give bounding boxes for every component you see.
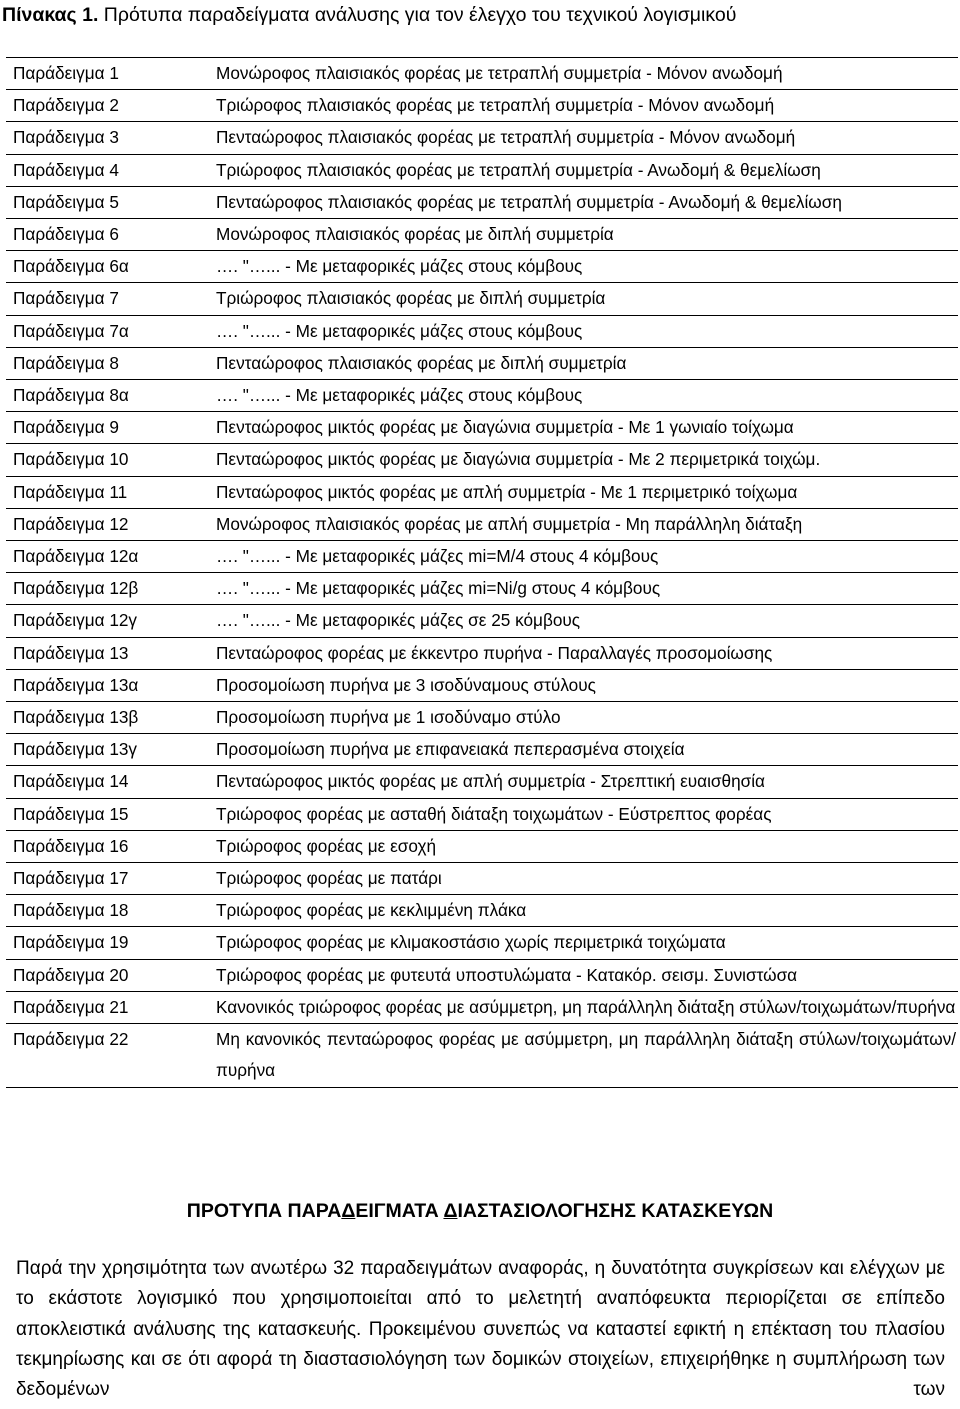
example-number: Παράδειγμα 13 [13, 642, 129, 663]
example-number: Παράδειγμα 1 [13, 63, 119, 83]
example-description: Προσομοίωση πυρήνα με επιφανειακά πεπερασμένα στοιχεία [216, 739, 685, 760]
table-row [6, 155, 958, 187]
example-description: Κανονικός τριώροφος φορέας με ασύμμετρη, μη παράλληλη διάταξη στύλων/τοιχωμάτων/πυρήνα [216, 996, 956, 1017]
table-row [6, 219, 958, 251]
example-description: Πενταώροφος πλαισιακός φορέας με τετραπλή συμμετρία - Ανωδομή & θεμελίωση [216, 191, 842, 212]
example-number: Παράδειγμα 7α [13, 320, 129, 341]
table-row [6, 605, 958, 637]
table-row [6, 927, 958, 959]
example-number: Παράδειγμα 2 [13, 95, 119, 116]
table-row [6, 831, 958, 863]
example-description: Τριώροφος φορέας με φυτευτά υποστυλώματα - Κατακόρ. σεισμ. Συνιστώσα [216, 964, 798, 985]
table-row [6, 316, 958, 348]
example-description: …. "…... - Με μεταφορικές μάζες στους κόμβους [216, 385, 583, 406]
heading-text-2: ΕΙΓΜΑΤΑ [355, 1200, 444, 1222]
example-number: Παράδειγμα 18 [13, 900, 129, 921]
example-number: Παράδειγμα 20 [13, 964, 129, 985]
example-description: Μονώροφος πλαισιακός φορέας με τετραπλή συμμετρία - Μόνον ανωδομή [216, 63, 783, 83]
example-number: Παράδειγμα 9 [13, 417, 119, 438]
heading-text-3: ΙΑΣΤΑΣΙΟΛΟΓΗΣΗΣ ΚΑΤΑΣΚΕΥΩΝ [457, 1200, 774, 1222]
table-row [6, 638, 958, 670]
table-row [6, 863, 958, 895]
example-number: Παράδειγμα 13β [13, 707, 139, 728]
example-description: Μονώροφος πλαισιακός φορέας με απλή συμμετρία - Μη παράλληλη διάταξη [216, 513, 803, 534]
example-number: Παράδειγμα 12α [13, 546, 139, 567]
example-description: Τριώροφος φορέας με ασταθή διάταξη τοιχωμάτων - Εύστρεπτος φορέας [216, 803, 772, 824]
heading-text-1: ΠΡΟΤΥΠΑ ΠΑΡΑ [186, 1200, 342, 1222]
example-description: Προσομοίωση πυρήνα με 1 ισοδύναμο στύλο [216, 707, 561, 728]
table-row [6, 670, 958, 702]
example-number: Παράδειγμα 22 [13, 1029, 129, 1050]
example-number: Παράδειγμα 5 [13, 191, 119, 212]
example-number: Παράδειγμα 7 [13, 288, 119, 309]
example-number: Παράδειγμα 12 [13, 513, 129, 534]
table-row [6, 477, 958, 509]
table-row [6, 187, 958, 219]
example-number: Παράδειγμα 13α [13, 674, 139, 695]
example-number: Παράδειγμα 15 [13, 803, 129, 824]
table-row [6, 766, 958, 798]
table-row [6, 348, 958, 380]
table-row [6, 573, 958, 605]
caption-text: Πρότυπα παραδείγματα ανάλυσης για τον έλεγχο του τεχνικού λογισμικού [103, 4, 737, 26]
example-description: Τριώροφος πλαισιακός φορέας με τετραπλή συμμετρία - Ανωδομή & θεμελίωση [216, 159, 821, 180]
example-number: Παράδειγμα 6 [13, 224, 119, 245]
table-row [6, 992, 958, 1024]
example-description: Τριώροφος φορέας με εσοχή [216, 835, 437, 856]
example-description: …. "…... - Με μεταφορικές μάζες mi=M/4 στους 4 κόμβους [216, 546, 659, 567]
examples-table [6, 57, 958, 1088]
example-number: Παράδειγμα 3 [13, 127, 119, 148]
table-row [6, 960, 958, 992]
table-row [6, 380, 958, 412]
table-row [6, 444, 958, 476]
example-number: Παράδειγμα 12γ [13, 610, 138, 631]
table-row [6, 509, 958, 541]
table-row [6, 251, 958, 283]
table-row [6, 734, 958, 766]
example-description: Πενταώροφος πλαισιακός φορέας με διπλή συμμετρία [216, 352, 627, 373]
example-number: Παράδειγμα 11 [13, 481, 128, 502]
example-description: Μη κανονικός πενταώροφος φορέας με ασύμμετρη, μη παράλληλη διάταξη στύλων/τοιχωμάτων/πυρήνα [216, 1029, 956, 1081]
table-row [6, 412, 958, 444]
example-description: Τριώροφος φορέας με πατάρι [216, 868, 442, 889]
table-caption [2, 2, 736, 28]
example-description: …. "…... - Με μεταφορικές μάζες στους κόμβους [216, 320, 583, 341]
example-description: Πενταώροφος μικτός φορέας με διαγώνια συμμετρία - Με 1 γωνιαίο τοίχωμα [216, 417, 794, 438]
example-description: Τριώροφος πλαισιακός φορέας με τετραπλή συμμετρία - Μόνον ανωδομή [216, 95, 775, 116]
example-number: Παράδειγμα 8α [13, 385, 129, 406]
example-number: Παράδειγμα 10 [13, 449, 129, 470]
table-row [6, 90, 958, 122]
example-number: Παράδειγμα 6α [13, 256, 129, 277]
example-number: Παράδειγμα 16 [13, 835, 129, 856]
table-row [6, 799, 958, 831]
example-description: …. "…... - Με μεταφορικές μάζες σε 25 κόμβους [216, 610, 581, 631]
example-description: Τριώροφος πλαισιακός φορέας με διπλή συμμετρία [216, 288, 606, 309]
table-row [6, 57, 958, 90]
heading-underlined-2: Δ [443, 1200, 458, 1222]
example-number: Παράδειγμα 19 [13, 932, 129, 953]
example-description: Μονώροφος πλαισιακός φορέας με διπλή συμμετρία [216, 224, 614, 245]
example-number: Παράδειγμα 14 [13, 771, 129, 792]
table-row [6, 541, 958, 573]
table-row [6, 1024, 958, 1087]
example-description: Πενταώροφος φορέας με έκκεντρο πυρήνα - Παραλλαγές προσομοίωσης [216, 642, 773, 663]
example-description: Προσομοίωση πυρήνα με 3 ισοδύναμους στύλους [216, 674, 596, 695]
example-description: Τριώροφος φορέας με κεκλιμμένη πλάκα [216, 900, 527, 921]
body-paragraph: Παρά την χρησιμότητα των ανωτέρω 32 παραδειγμάτων αναφοράς, η δυνατότητα συγκρίσεων και ελέγχων με το εκάστοτε λογισμικό που χρησιμοποιείται από το μελετητή αναπόφευκτα περιορίζεται σε επίπεδο αποκλειστικά ανάλυσης της κατασκευής. Προκειμένου συνεπώς να καταστεί εφικτή η επέκταση του πλασίου τεκμηρίωσης και σε ότι αφορά τη διαστασιολόγηση των δομικών στοιχείων, επιχειρήθηκε η συμπλήρωση των δεδομένων των [16, 1258, 945, 1401]
section-heading [0, 1196, 960, 1226]
table-row [6, 895, 958, 927]
table-row [6, 122, 958, 154]
example-description: …. "…... - Με μεταφορικές μάζες στους κόμβους [216, 256, 583, 277]
table-row [6, 283, 958, 315]
example-description: Πενταώροφος μικτός φορέας με διαγώνια συμμετρία - Με 2 περιμετρικά τοιχώμ. [216, 449, 821, 470]
example-description: Πενταώροφος πλαισιακός φορέας με τετραπλή συμμετρία - Μόνον ανωδομή [216, 127, 796, 148]
example-description: Πενταώροφος μικτός φορέας με απλή συμμετρία - Με 1 περιμετρικό τοίχωμα [216, 481, 798, 502]
example-number: Παράδειγμα 4 [13, 159, 119, 180]
table-row [6, 702, 958, 734]
heading-underlined-1: Δ [341, 1200, 356, 1222]
example-description: …. "…... - Με μεταφορικές μάζες mi=Ni/g στους 4 κόμβους [216, 578, 661, 599]
example-number: Παράδειγμα 17 [13, 868, 129, 889]
example-description: Πενταώροφος μικτός φορέας με απλή συμμετρία - Στρεπτική ευαισθησία [216, 771, 765, 792]
caption-label: Πίνακας 1. [2, 4, 99, 26]
example-number: Παράδειγμα 13γ [13, 739, 138, 760]
example-number: Παράδειγμα 8 [13, 352, 119, 373]
example-description: Τριώροφος φορέας με κλιμακοστάσιο χωρίς περιμετρικά τοιχώματα [216, 932, 726, 953]
example-number: Παράδειγμα 12β [13, 578, 139, 599]
example-number: Παράδειγμα 21 [13, 996, 129, 1017]
